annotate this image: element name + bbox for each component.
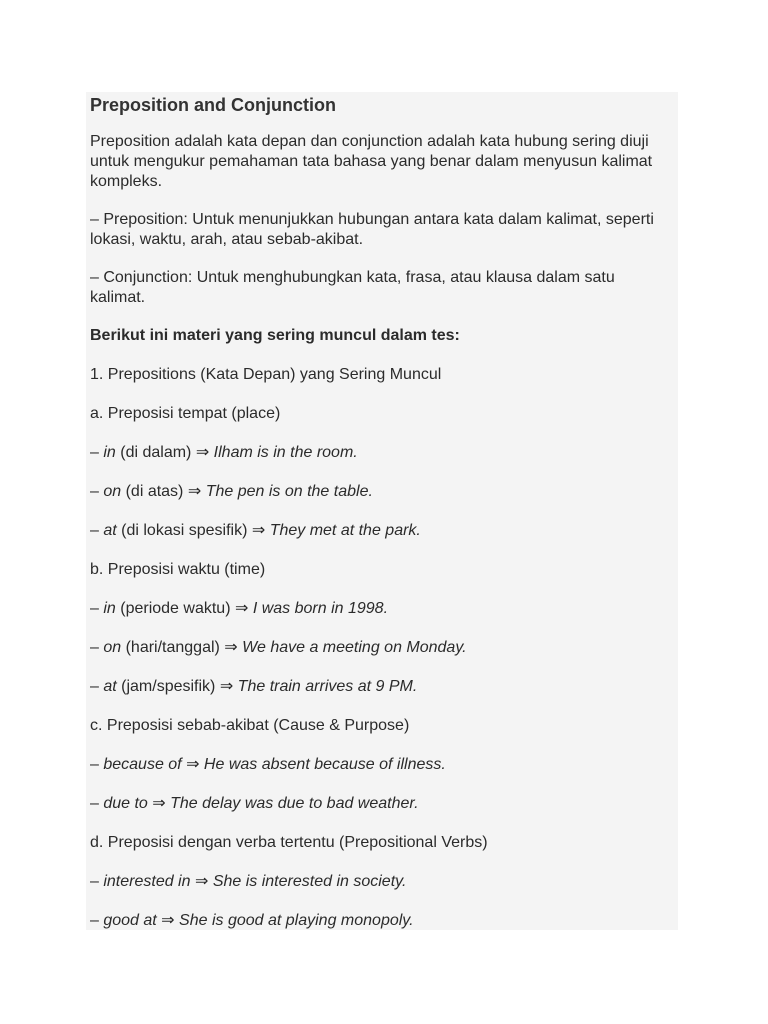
preposition-word: in	[103, 600, 116, 617]
materials-heading: Berikut ini materi yang sering muncul dalam tes:	[90, 327, 460, 344]
preposition-word: due to	[103, 795, 148, 812]
intro-paragraph: Preposition adalah kata depan dan conjunction adalah kata hubung sering diuji untuk mengukur pemahaman tata bahasa yang benar dalam menyusun kalimat kompleks.	[90, 133, 653, 190]
gloss: (periode waktu) ⇒	[115, 600, 253, 617]
conjunction-definition: – Conjunction: Untuk menghubungkan kata, frasa, atau klausa dalam satu kalimat.	[90, 269, 615, 306]
example-sentence: The delay was due to bad weather.	[170, 795, 419, 812]
dash: –	[90, 678, 104, 695]
preposition-word: on	[103, 483, 122, 500]
preposition-word: good at	[103, 912, 157, 929]
preposition-word: interested in	[103, 873, 191, 890]
page-title: Preposition and Conjunction	[90, 95, 336, 115]
preposition-word: in	[103, 444, 116, 461]
list-item	[90, 755, 666, 775]
example-sentence: She is good at playing monopoly.	[179, 912, 414, 929]
gloss: (hari/tanggal) ⇒	[121, 639, 243, 656]
gloss: (di dalam) ⇒	[115, 444, 214, 461]
preposition-word: because of	[103, 756, 182, 773]
gloss: (di atas) ⇒	[121, 483, 206, 500]
gloss: ⇒	[190, 873, 213, 890]
verbs-heading: d. Preposisi dengan verba tertentu (Prepositional Verbs)	[90, 834, 488, 851]
example-sentence: Ilham is in the room.	[213, 444, 358, 461]
list-item	[90, 599, 666, 619]
preposition-definition: – Preposition: Untuk menunjukkan hubungan antara kata dalam kalimat, seperti lokasi, waktu, arah, atau sebab-akibat.	[90, 211, 654, 248]
gloss: (di lokasi spesifik) ⇒	[116, 522, 270, 539]
dash: –	[90, 639, 104, 656]
preposition-word: at	[103, 522, 117, 539]
dash: –	[90, 756, 104, 773]
example-sentence: We have a meeting on Monday.	[242, 639, 467, 656]
cause-heading: c. Preposisi sebab-akibat (Cause & Purpose)	[90, 717, 410, 734]
dash: –	[90, 912, 104, 929]
gloss: ⇒	[156, 912, 180, 929]
preposition-word: at	[103, 678, 117, 695]
preposition-word: on	[103, 639, 122, 656]
place-heading: a. Preposisi tempat (place)	[90, 405, 281, 422]
gloss: (jam/spesifik) ⇒	[116, 678, 238, 695]
dash: –	[90, 522, 104, 539]
dash: –	[90, 873, 104, 890]
list-item	[90, 872, 666, 892]
gloss: ⇒	[181, 756, 204, 773]
example-sentence: She is interested in society.	[212, 873, 407, 890]
list-item	[90, 482, 666, 502]
gloss: ⇒	[147, 795, 171, 812]
example-sentence: They met at the park.	[269, 522, 421, 539]
document-page	[86, 92, 678, 930]
time-heading: b. Preposisi waktu (time)	[90, 561, 266, 578]
dash: –	[90, 795, 104, 812]
dash: –	[90, 444, 104, 461]
dash: –	[90, 483, 104, 500]
dash: –	[90, 600, 104, 617]
section1-heading: 1. Prepositions (Kata Depan) yang Sering Muncul	[90, 366, 442, 383]
list-item	[90, 638, 666, 658]
example-sentence: The train arrives at 9 PM.	[237, 678, 418, 695]
example-sentence: I was born in 1998.	[252, 600, 389, 617]
list-item	[90, 677, 666, 697]
list-item	[90, 794, 666, 814]
example-sentence: The pen is on the table.	[205, 483, 373, 500]
list-item	[90, 911, 666, 930]
list-item	[90, 521, 666, 541]
example-sentence: He was absent because of illness.	[203, 756, 446, 773]
list-item	[90, 443, 666, 463]
